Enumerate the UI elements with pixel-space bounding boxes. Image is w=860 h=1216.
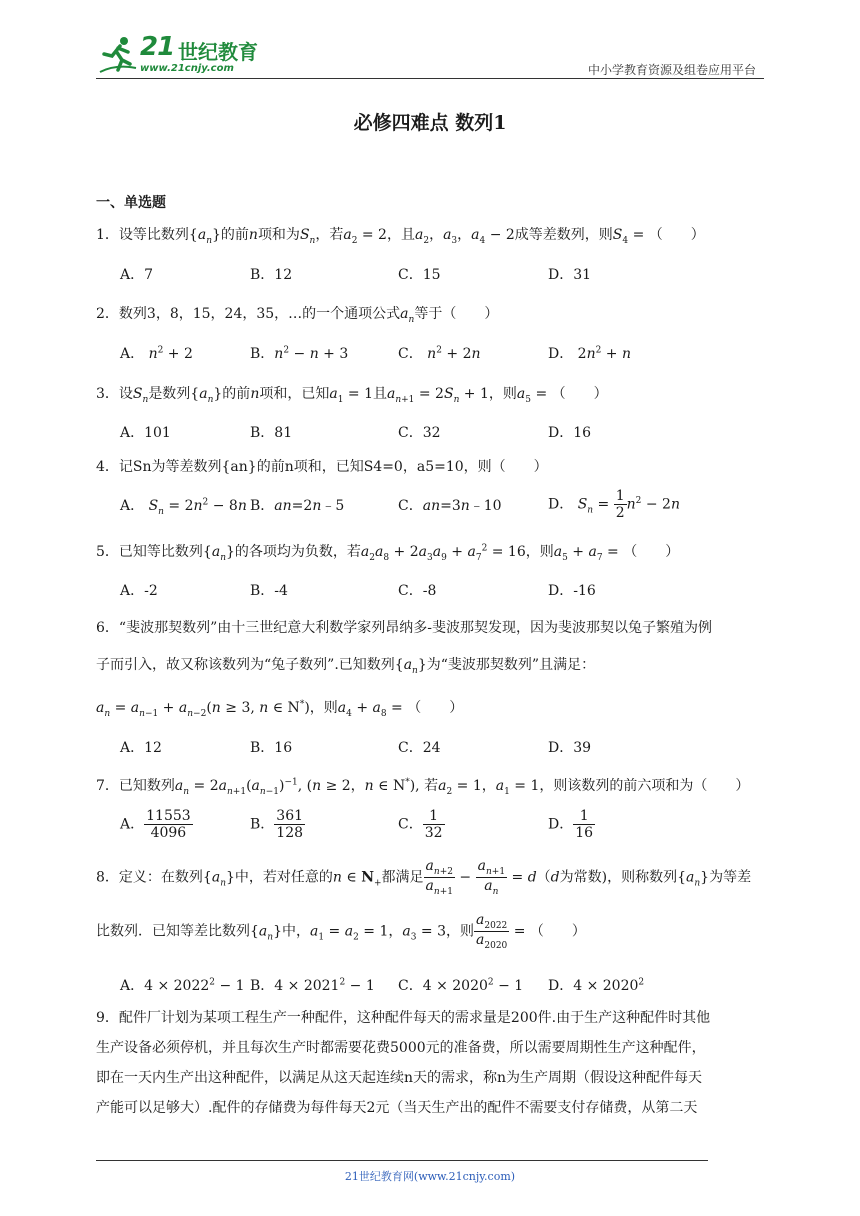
logo-text: 世纪教育 bbox=[178, 40, 258, 64]
q1-option-d[interactable]: D．31 bbox=[548, 267, 592, 283]
header-slogan: 中小学教育资源及组卷应用平台 bbox=[587, 63, 756, 77]
question-4: 4．记Sn为等差数列{an}的前n项和，已知S4=0，a5=10，则（ ） bbox=[96, 459, 548, 475]
q6-line-2b: 为“斐波那契数列”且满足： bbox=[426, 657, 596, 673]
q3-option-b[interactable]: B．81 bbox=[250, 425, 293, 441]
q6-option-a[interactable]: A．12 bbox=[120, 740, 162, 756]
q7-option-d[interactable] bbox=[548, 808, 595, 841]
q9-line-1: 9．配件厂计划为某项工程生产一种配件，这种配件每天的需求量是200件.由于生产这种配件时其他 bbox=[96, 1010, 711, 1026]
q4-option-c[interactable]: C．an=3n﹣10 bbox=[398, 498, 502, 514]
page-footer[interactable]: 21世纪教育网(www.21cnjy.com) bbox=[344, 1170, 516, 1183]
q6-line-2a: 子而引入，故又称该数列为“兔子数列”.已知数列 bbox=[96, 657, 395, 673]
logo-url: www.21cnjy.com bbox=[140, 63, 234, 74]
page-header bbox=[96, 30, 764, 80]
q7-a-denominator: 4096 bbox=[150, 825, 187, 842]
q5-option-a[interactable]: A．-2 bbox=[120, 583, 158, 599]
question-8-line-2: 比数列．已知等差比数列$\{a_n\}$中，$a_1 = a_2 = 1$，$a_3 = 3$，则 $\frac{a_{2022}}{a_{2020}}$ = （ ） bbox=[96, 912, 586, 951]
q7-option-c[interactable] bbox=[398, 808, 445, 841]
q2-option-b[interactable]: B．$n^2 - n + 3$ bbox=[250, 345, 349, 362]
q8-option-d[interactable]: D．$4 \times 2020^2$ bbox=[548, 977, 645, 994]
q2-stem: 2．数列3，8，15，24，35，…的一个通项公式 bbox=[96, 306, 401, 322]
question-8-line-1: 8．定义：在数列$\{a_n\}$中，若对任意的n ∈ $N_+$都满足 $\frac{a_{n+2}}{a_{n+1}}$ − $\frac{a_{n+1}}{a_n}$ = d（d为常数)，则称数列$\{a_n\}$为等差 bbox=[96, 858, 752, 897]
q7-a-numerator: 11553 bbox=[146, 808, 191, 824]
q5-option-d[interactable]: D．-16 bbox=[548, 583, 596, 599]
runner-logo-icon bbox=[98, 34, 138, 74]
question-7: 7．已知数列$a_n = 2a_{n+1}(a_{n-1})^{-1}$, (n ≥ 2，n ∈ N*), 若$a_2 = 1$，$a_1 = 1$，则该数列的前六项和为（ ） bbox=[96, 777, 750, 797]
q4-option-b[interactable]: B．an=2n﹣5 bbox=[250, 498, 345, 514]
q3-option-c[interactable]: C．32 bbox=[398, 425, 441, 441]
q7-option-a[interactable] bbox=[120, 808, 193, 841]
q6-option-c[interactable]: C．24 bbox=[398, 740, 441, 756]
question-2: 2．数列3，8，15，24，35，…的一个通项公式$a_n$等于（ ） bbox=[96, 306, 499, 325]
question-6-line-1: 6．“斐波那契数列”由十三世纪意大利数学家列昂纳多-斐波那契发现，因为斐波那契以兔子繁殖为例 bbox=[96, 620, 712, 636]
footer-divider bbox=[96, 1160, 708, 1161]
question-6-line-2: 子而引入，故又称该数列为“兔子数列”.已知数列$\{a_n\}$为“斐波那契数列”且满足： bbox=[96, 657, 596, 676]
q7-b-numerator: 361 bbox=[276, 808, 304, 824]
q7-b-denominator: 128 bbox=[276, 825, 304, 842]
q4-option-a[interactable]: A． $S_n = 2n^2 - 8n$ bbox=[120, 497, 247, 517]
q8-option-a[interactable]: A．$4 \times 2022^2 - 1$ bbox=[120, 977, 245, 994]
q7-c-denominator: 32 bbox=[424, 825, 443, 842]
q7-option-d-label: D． bbox=[548, 816, 574, 833]
q6-option-b[interactable]: B．16 bbox=[250, 740, 293, 756]
question-3: 3．设$S_n$是数列$\{a_n\}$的前n项和，已知$a_1 = 1$且$a_{n+1} = 2S_n + 1$，则$a_5$ = （ ） bbox=[96, 386, 608, 405]
q4-option-d[interactable]: D． $S_n$ = $\frac{1}{2}$ $n^2 - 2n$ bbox=[548, 488, 680, 522]
q9-line-3: 即在一天内生产出这种配件，以满足从这天起连续n天的需求，称n为生产周期（假设这种配件每天 bbox=[96, 1070, 703, 1086]
q7-option-a-label: A． bbox=[120, 816, 145, 833]
logo-number: 21 bbox=[140, 32, 175, 62]
q3-option-a[interactable]: A．101 bbox=[120, 425, 171, 441]
q5-option-b[interactable]: B．-4 bbox=[250, 583, 288, 599]
section-heading: 一、单选题 bbox=[96, 195, 166, 211]
q2-option-a[interactable]: A． $n^2 + 2$ bbox=[120, 345, 193, 362]
q7-d-denominator: 16 bbox=[575, 825, 594, 842]
question-9 bbox=[96, 1003, 766, 1123]
q3-option-d[interactable]: D．16 bbox=[548, 425, 592, 441]
q1-option-c[interactable]: C．15 bbox=[398, 267, 441, 283]
question-1: 1．设等比数列$\{a_n\}$的前n项和为$S_n$，若$a_2 = 2$，且$a_2$，$a_3$，$a_4 - 2$成等差数列，则$S_4$ = （ ） bbox=[96, 227, 705, 246]
q8-option-b[interactable]: B．$4 \times 2021^2 - 1$ bbox=[250, 977, 375, 994]
q7-option-c-label: C． bbox=[398, 816, 423, 833]
question-6-formula: $a_n = a_{n-1} + a_{n-2}(n \ge 3$, n ∈ N*)，则$a_4 + a_8$ = （ ） bbox=[96, 699, 464, 719]
q8-option-c[interactable]: C．$4 \times 2020^2 - 1$ bbox=[398, 977, 524, 994]
question-5: 5．已知等比数列$\{a_n\}$的各项均为负数，若$a_2a_8 + 2a_3a_9 + a_7^2 = 16$，则$a_5 + a_7$ = （ ） bbox=[96, 543, 680, 563]
q2-option-c[interactable]: C． $n^2 + 2n$ bbox=[398, 345, 481, 362]
q1-option-a[interactable]: A．7 bbox=[120, 267, 154, 283]
q2-option-d[interactable]: D． $2n^2 + n$ bbox=[548, 345, 632, 362]
q7-option-b-label: B． bbox=[250, 816, 275, 833]
q9-line-2: 生产设备必须停机，并且每次生产时都需要花费5000元的准备费，所以需要周期性生产这种配件， bbox=[96, 1040, 706, 1056]
q1-option-b[interactable]: B．12 bbox=[250, 267, 293, 283]
q7-c-numerator: 1 bbox=[423, 808, 445, 825]
q7-d-numerator: 1 bbox=[573, 808, 595, 825]
q9-line-4: 产能可以足够大）.配件的存储费为每件每天2元（当天生产出的配件不需要支付存储费，从第二天 bbox=[96, 1100, 698, 1116]
header-divider bbox=[96, 78, 764, 79]
site-logo[interactable] bbox=[96, 30, 266, 76]
q7-option-b[interactable] bbox=[250, 808, 305, 841]
q5-option-c[interactable]: C．-8 bbox=[398, 583, 437, 599]
q6-option-d[interactable]: D．39 bbox=[548, 740, 592, 756]
page-title: 必修四难点 数列1 bbox=[353, 112, 507, 134]
